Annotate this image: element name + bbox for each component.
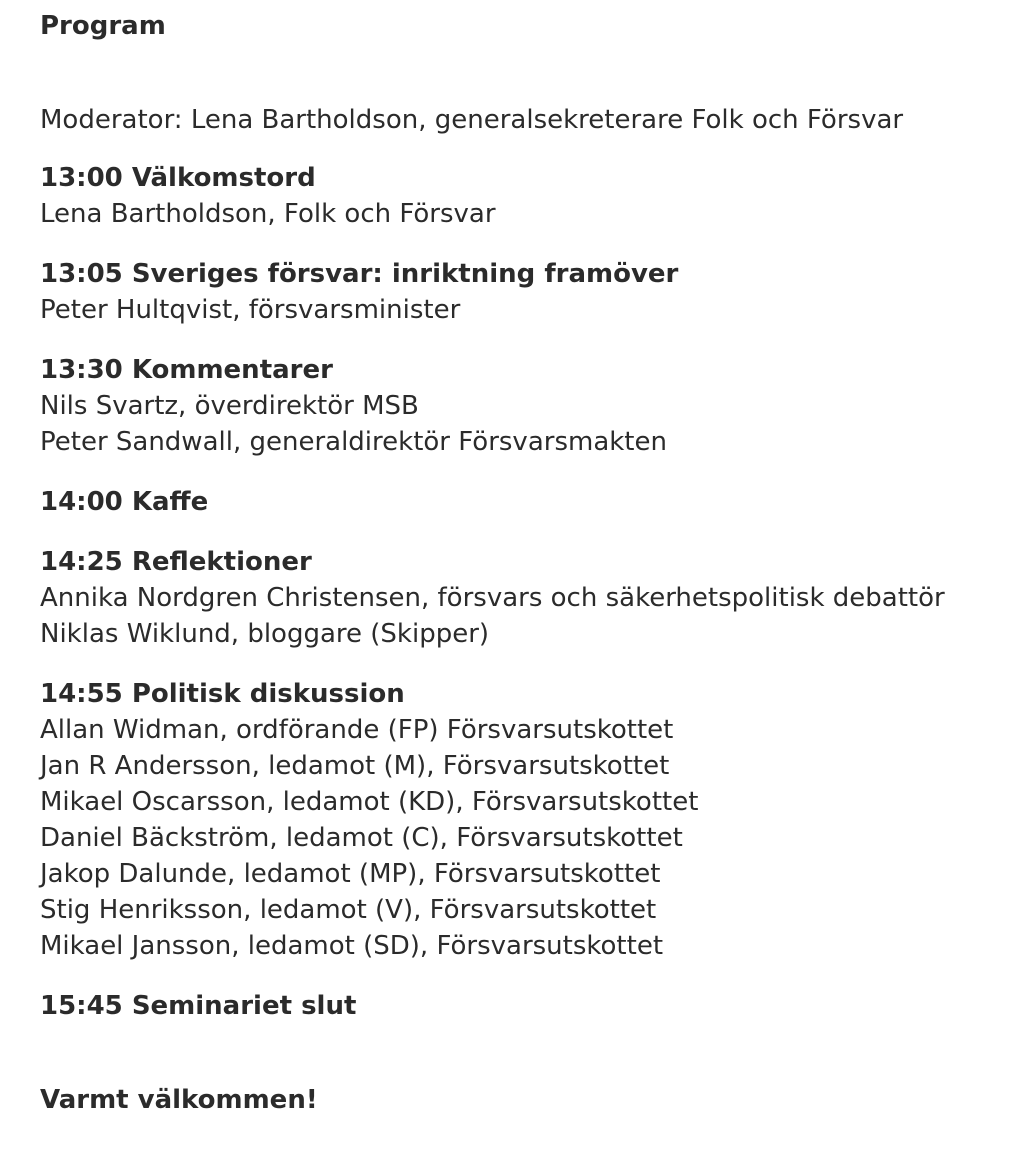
- agenda-item-heading: 13:30 Kommentarer: [40, 355, 333, 385]
- agenda-item: [40, 256, 1018, 328]
- agenda-speaker: Niklas Wiklund, bloggare (Skipper): [40, 619, 490, 649]
- moderator-line: Moderator: Lena Bartholdson, generalsekreterare Folk och Försvar: [40, 105, 904, 135]
- agenda-item-heading: 15:45 Seminariet slut: [40, 991, 357, 1021]
- agenda-item: [40, 160, 1018, 232]
- agenda-speaker: Stig Henriksson, ledamot (V), Försvarsutskottet: [40, 895, 657, 925]
- agenda-speaker: Nils Svartz, överdirektör MSB: [40, 391, 419, 421]
- agenda-speaker: Allan Widman, ordförande (FP) Försvarsutskottet: [40, 715, 674, 745]
- agenda-speaker: Mikael Oscarsson, ledamot (KD), Försvarsutskottet: [40, 787, 699, 817]
- agenda-item-heading: 14:25 Reflektioner: [40, 547, 312, 577]
- agenda-item: [40, 484, 1018, 520]
- agenda-item: [40, 544, 1018, 652]
- agenda-list: [40, 160, 1018, 1024]
- agenda-item-heading: 13:00 Välkomstord: [40, 163, 316, 193]
- agenda-item-heading: 13:05 Sveriges försvar: inriktning framöver: [40, 259, 679, 289]
- agenda-item: [40, 988, 1018, 1024]
- agenda-speaker: Daniel Bäckström, ledamot (C), Försvarsutskottet: [40, 823, 683, 853]
- program-title: Program: [40, 11, 166, 41]
- agenda-item-heading: 14:00 Kaffe: [40, 487, 209, 517]
- agenda-item-heading: 14:55 Politisk diskussion: [40, 679, 405, 709]
- agenda-item: [40, 676, 1018, 964]
- closing-greeting: Varmt välkommen!: [40, 1085, 318, 1115]
- agenda-speaker: Peter Hultqvist, försvarsminister: [40, 295, 461, 325]
- agenda-item: [40, 352, 1018, 460]
- agenda-speaker: Mikael Jansson, ledamot (SD), Försvarsutskottet: [40, 931, 664, 961]
- agenda-speaker: Jakop Dalunde, ledamot (MP), Försvarsutskottet: [40, 859, 661, 889]
- agenda-speaker: Lena Bartholdson, Folk och Försvar: [40, 199, 496, 229]
- agenda-speaker: Jan R Andersson, ledamot (M), Försvarsutskottet: [40, 751, 670, 781]
- agenda-speaker: Annika Nordgren Christensen, försvars och säkerhetspolitisk debattör: [40, 583, 945, 613]
- agenda-speaker: Peter Sandwall, generaldirektör Försvarsmakten: [40, 427, 667, 457]
